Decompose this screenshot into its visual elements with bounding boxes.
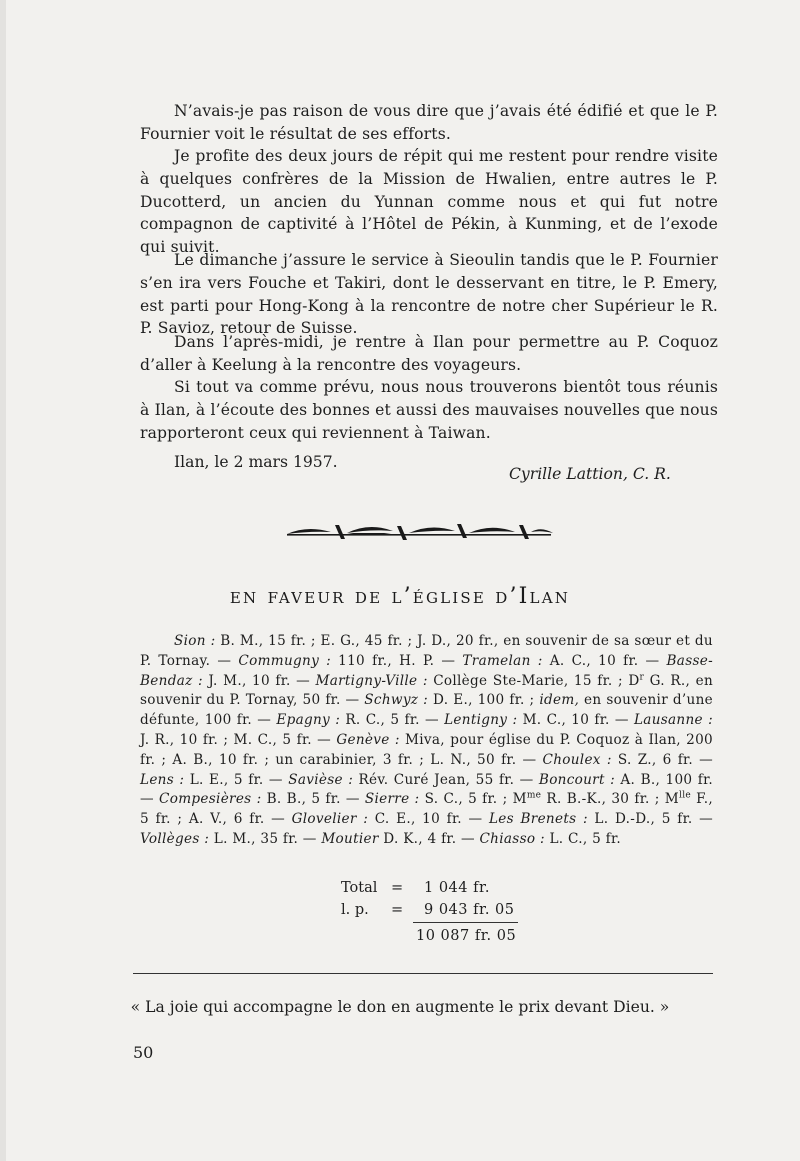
place-saviese: Savièse : [288,771,354,788]
total-value: 1 044 fr. [424,880,490,896]
place-moutier: Moutier [321,830,379,847]
ornament-slash [397,526,407,540]
place-lens: Lens : [140,771,185,788]
paragraph-5: Si tout va comme prévu, nous nous trouverons bientôt tous réunis à Ilan, à l’écoute des bonnes et aussi des mauvaises nouvelles que nous rapporteront ceux qui reviennent à Taiwan. [140,378,718,442]
ornament-line [287,534,551,536]
total-equals: = [391,880,404,896]
ornament-swash [347,527,393,535]
lp-label: l. p. [341,902,369,918]
ornament-swash [469,528,515,533]
page-number: 50 [133,1043,154,1062]
place-martigny: Martigny-Ville : [315,672,428,689]
section-heading: en faveur de l’église d’Ilan [229,584,571,609]
place-sierre: Sierre : [364,791,420,808]
total-label: Total [341,880,378,896]
closing-quote: « La joie qui accompagne le don en augmente le prix devant Dieu. » [130,998,670,1016]
sum-line [413,922,518,923]
place-choulex: Choulex : [542,751,612,768]
place-epagny: Epagny : [276,712,341,729]
ornament-slash [335,525,345,539]
ornament-slash [519,525,529,539]
page-edge [0,0,6,1161]
paragraph-2: Je profite des deux jours de répit qui me restent pour rendre visite à quelques confrères de la Mission de Hwalien, entre autres le P. Ducotterd, un ancien du Yunnan comme nous et qui fut notre compagnon de captivité à l’Hôtel de Pékin, à Kunming, et de l’exode qui suivit. [140,147,718,257]
place-compesieres: Compesières : [159,791,262,808]
place-commugny: Commugny : [238,652,332,669]
place-lausanne: Lausanne : [633,712,713,729]
ornament-divider [283,520,555,544]
place-chiasso: Chiasso : [479,830,545,847]
place-schwyz: Schwyz : [364,692,429,709]
place-volleges: Vollèges : [140,830,210,847]
place-geneve: Genève : [336,731,400,748]
paragraph-3: Le dimanche j’assure le service à Sieoulin tandis que le P. Fournier s’en ira vers Fouche et Takiri, dont le desservant en titre, le P. Emery, est parti pour Hong-Kong à la rencontre de notre cher Supérieur le R. P. Savioz, retour de Suisse. [140,251,718,338]
paragraph-1: N’avais-je pas raison de vous dire que j’avais été édifié et que le P. Fournier voit le résultat de ses efforts. [140,102,718,143]
place-les-brenets: Les Brenets : [488,811,588,828]
place-tramelan: Tramelan : [462,652,543,669]
lp-equals: = [391,902,404,918]
signature: Cyrille Lattion, C. R. [509,465,671,483]
ornament-swash [287,529,331,534]
ornament-slash [457,524,467,538]
place-sion: Sion : [174,633,216,649]
place-basse-bendaz: Basse-Bendaz : [140,652,713,689]
donation-list: Sion : B. M., 15 fr. ; E. G., 45 fr. ; J. D., 20 fr., en souvenir de sa sœur et du P. Tornay. — Commugny : 110 fr., H. P. — Tramelan : A. C., 10 fr. — Basse-Bendaz : J. M., 10 fr. — Martigny-Ville : Collège Ste-Marie, 15 fr. ; $D^r$ G. R., en souvenir du P. Tornay, 50 fr. — Schwyz : D. E., 100 fr. ; idem, en souvenir d’une défunte, 100 fr. — Epagny : R. C., 5 fr. — Lentigny : M. C., 10 fr. — Lausanne : J. R., 10 fr. ; M. C., 5 fr. — Genève : Miva, pour église du P. Coquoz à Ilan, 200 fr. ; A. B., 10 fr. ; un carabinier, 3 fr. ; L. N., 50 fr. — Choulex : S. Z., 6 fr. — Lens : L. E., 5 fr. — Savièse : Rév. Curé Jean, 55 fr. — Boncourt : A. B., 100 fr. — Compesières : B. B., 5 fr. — Sierre : S. C., 5 fr. ; $M^{me}$ R. B.-K., 30 fr. ; $M^{lle}$ F., 5 fr. ; A. V., 6 fr. — Glovelier : C. E., 10 fr. — Les Brenets : L. D.-D., 5 fr. — Vollèges : L. M., 35 fr. — Moutier D. K., 4 fr. — Chiasso : L. C., 5 fr. [140,633,714,847]
horizontal-rule [133,973,713,974]
ornament-swash [531,529,553,533]
lp-value: 9 043 fr. 05 [424,902,515,918]
ornament-swash [409,527,455,533]
place-lentigny: Lentigny : [444,712,518,729]
paragraph-4: Dans l’après-midi, je rentre à Ilan pour permettre au P. Coquoz d’aller à Keelung à la rencontre des voyageurs. [140,333,718,374]
place-glovelier: Glovelier : [291,811,369,828]
sum-value: 10 087 fr. 05 [416,928,517,944]
place-date: Ilan, le 2 mars 1957. [174,453,338,471]
place-boncourt: Boncourt : [538,771,616,788]
